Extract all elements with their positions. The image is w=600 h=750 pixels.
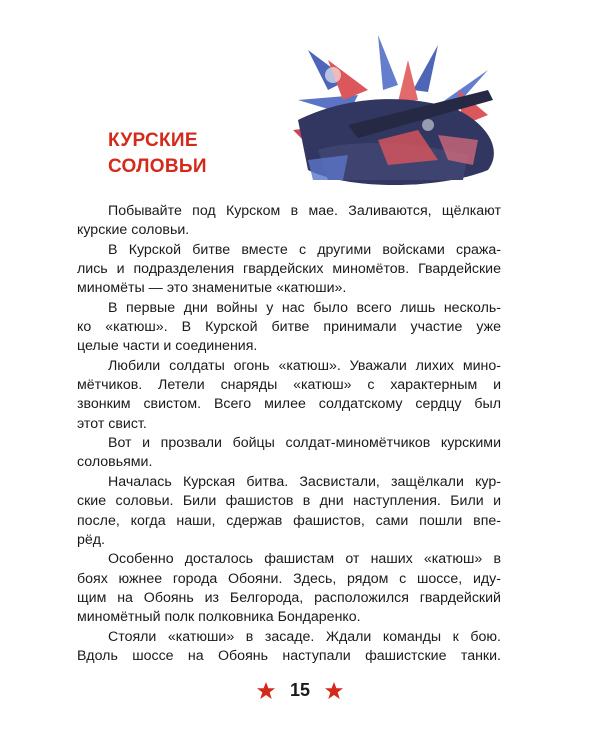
page-footer [0,680,600,701]
text-line: боях южнее города Обояни. Здесь, рядом с шоссе, иду- [77,570,501,587]
text-line: Вдоль шоссе на Обоянь наступали фашистские танки. [77,647,501,664]
star-icon [324,681,344,701]
battle-illustration [288,30,506,195]
text-line: Вот и прозвали бойцы солдат-миномётчиков курскими [108,435,501,452]
star-icon [256,681,276,701]
text-line: звонким свистом. Всего милее солдатскому сердцу был [77,396,501,413]
text-line: соловьями. [77,454,153,471]
page-number: 15 [289,680,311,700]
text-line: лись и подразделения гвардейских миномётов. Гвардейские [77,261,501,278]
text-line: В первые дни войны у нас было всего лишь несколь- [108,299,501,316]
text-line: целые части и соединения. [77,338,258,355]
chapter-title [108,128,207,180]
text-line: после, когда наши, сдержав фашистов, сами пошли впе- [77,512,501,529]
text-line: этот свист. [77,415,147,432]
text-line: рёд. [77,531,106,548]
chapter-title-line: КУРСКИЕ [108,130,198,151]
text-line: Особенно досталось фашистам от наших «катюш» в [108,551,501,568]
text-line: ские соловьи. Били фашистов в дни наступления. Били и [77,493,501,510]
text-line: Началась Курская битва. Засвистали, защёлкали кур- [108,473,501,490]
text-line: Стояли «катюши» в засаде. Ждали команды к бою. [108,628,501,645]
text-line: Любили солдаты огонь «катюш». Уважали лихих мино- [108,357,501,374]
text-line: мётчиков. Летели снаряды «катюш» с характерным и [77,377,501,394]
body-text [77,202,501,666]
text-line: миномётный полк полковника Бондаренко. [77,609,361,626]
text-line: курские соловьи. [77,222,190,239]
chapter-title-line: СОЛОВЬИ [108,156,207,177]
text-line: Побывайте под Курском в мае. Заливаются, щёлкают [108,203,501,219]
text-line: щим на Обоянь из Белгорода, расположился гвардейский [77,589,501,606]
text-line: ко «катюш». В Курской битве принимали участие уже [77,319,501,336]
text-line: В Курской битве вместе с другими войсками сража- [108,241,501,258]
text-line: миномёты — это знаменитые «катюши». [77,280,347,297]
